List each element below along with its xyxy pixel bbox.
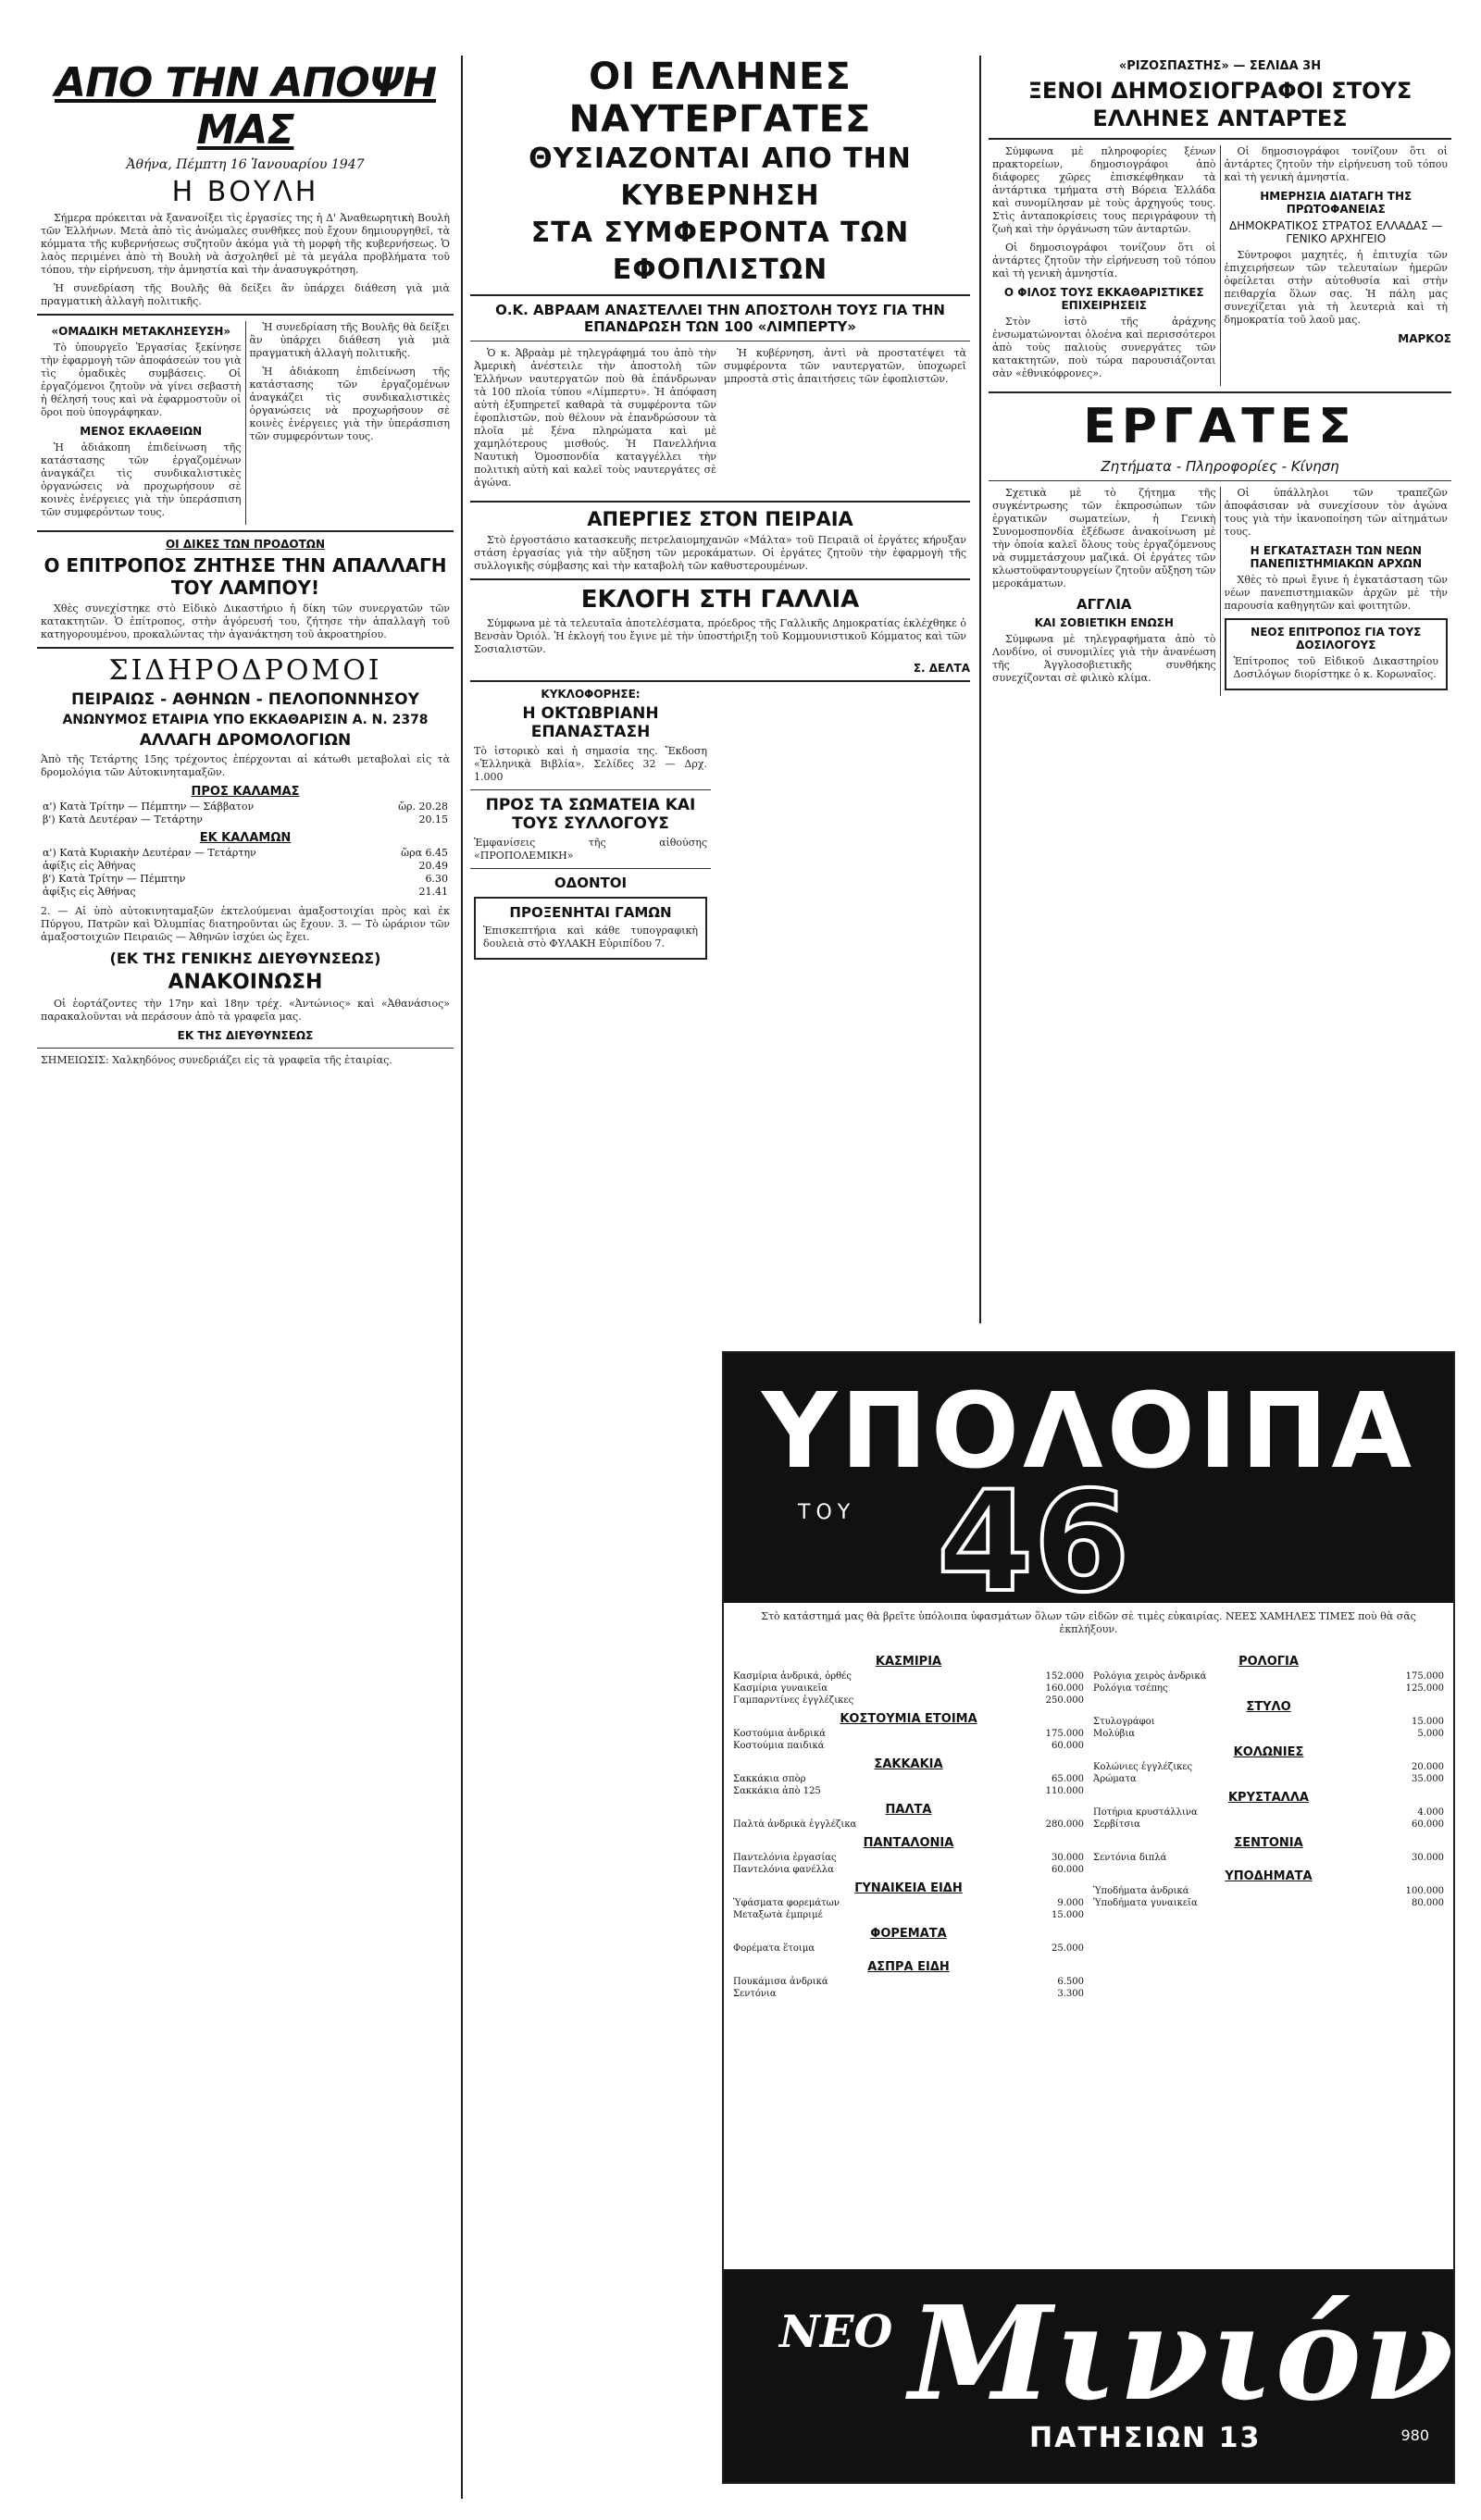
ad-price-row [1093,1682,1444,1694]
ad-category-heading: ΡΟΛΟΓΙΑ [1238,1655,1299,1669]
ad-price-row [733,1909,1084,1921]
ad-price-row [733,1682,1084,1694]
xenoi-text: Σύμφωνα μὲ πληροφορίες ξένων πρακτορείων, δημοσιογράφοι ἀπὸ διάφορες χῶρες ἐπισκέφθηκαν τὰ ἀντάρτικα τμήματα στὴ Βόρεια Ἑλλάδα καὶ συνομίλησαν μὲ τοὺς ἀρχηγούς τους. Στὶς ἀνταποκρίσεις τους περιγράφουν τὴ ζωὴ καὶ τὴν ὀργάνωση τῶν ἀνταρτῶν. [992,145,1216,235]
ad-item-price: 125.000 [1405,1683,1444,1694]
divider [470,789,711,790]
headline-subhead: Ο.Κ. ΑΒΡΑΑΜ ΑΝΑΣΤΕΛΛΕΙ ΤΗΝ ΑΠΟΣΤΟΛΗ ΤΟΥΣ ΓΙΑ ΤΗΝ ΕΠΑΝΔΡΩΣΗ ΤΩΝ 100 «ΛΙΜΠΕΡΤΥ» [495,302,945,335]
rail-row [43,847,448,859]
ad-price-row [733,1988,1084,2000]
lead-text: Ὁ κ. Ἀβραὰμ μὲ τηλεγράφημά του ἀπὸ τὴν Ἀμερικὴ ἀνέστειλε τὴν ἀποστολὴ τῶν Ἑλλήνων ναυτεργατῶν ποὺ θὰ ἐπάνδρωναν τὰ 100 πλοία τύπου «Λίμπερτυ». Ἡ ἀπόφαση αὐτὴ ἐξυπηρετεῖ καθαρὰ τὰ συμφέροντα τῶν ἐφοπλιστῶν, ποὺ θέλουν νὰ ἐπανδρώσουν τὰ πλοῖα μὲ ξένα πληρώματα καὶ μὲ χαμηλότερους μισθούς. Ἡ Πανελλήνια Ναυτικὴ Ὁμοσπονδία καταγγέλλει τὴν πολιτικὴ αὐτὴ καὶ καλεῖ τοὺς ναυτεργάτες σὲ ἀγώνα. [474,347,716,489]
ad-item-name: Κασμίρια γυναικεῖα [733,1683,828,1694]
oktovr-text: Τὸ ἱστορικὸ καὶ ἡ σημασία της. Ἔκδοση «Ἑλληνικὰ Βιβλία». Σελίδες 32 — Δρχ. 1.000 [474,745,707,783]
ad-item-price: 9.000 [1057,1898,1084,1908]
somateia-title: ΠΡΟΣ ΤΑ ΣΩΜΑΤΕΙΑ ΚΑΙ ΤΟΥΣ ΣΥΛΛΟΓΟΥΣ [485,796,696,833]
menos-text: Ἡ ἀδιάκοπη ἐπιδείνωση τῆς κατάστασης τῶν ἐργαζομένων ἀναγκάζει τὶς συνδικαλιστικὲς ὀργανώσεις νὰ προχωρήσουν σὲ κοινὲς ἐνέργειες γιὰ τὴν ὑπεράσπιση τῶν συμφερόντων τους. [41,441,242,518]
ad-prices [724,1644,1453,2005]
dateline: Ἀθήνα, Πέμπτη 16 Ἰανουαρίου 1947 [126,157,365,172]
advertisement [722,1351,1455,2484]
ad-category-heading: ΑΣΠΡΑ ΕΙΔΗ [867,1960,950,1974]
ad-price-row [1093,1885,1444,1897]
column-center [470,56,970,965]
xenoi-text-2: Οἱ δημοσιογράφοι τονίζουν ὅτι οἱ ἀντάρτες ζητοῦν τὴν εἰρήνευση τοῦ τόπου καὶ τὴ γενικὴ ἀμνηστία. [992,242,1216,279]
announcement-sign: ΕΚ ΤΗΣ ΔΙΕΥΘΥΝΣΕΩΣ [177,1029,314,1042]
somateia-text: Ἐμφανίσεις τῆς αἰθούσης «ΠΡΟΠΟΛΕΜΙΚΗ» [474,837,707,862]
ad-price-row [1093,1852,1444,1864]
ad-item-name: Ρολόγια τσέπης [1093,1683,1168,1694]
column-left [37,56,454,1073]
ad-footer [724,2269,1456,2482]
ergates-columns [989,487,1451,696]
ad-number: 46 [937,1462,1130,1623]
ad-item-name: Μολύβια [1093,1729,1136,1739]
ad-neo: ΝΕΟ [779,2306,893,2358]
egkat-text: Χθὲς τὸ πρωὶ ἔγινε ἡ ἐγκατάσταση τῶν νέων πανεπιστημιακῶν ἀρχῶν μὲ τὴν παρουσία καθηγητῶν καὶ φοιτητῶν. [1224,574,1448,612]
ad-item-name: Σακκάκια ἀπὸ 125 [733,1786,821,1796]
dikes-kicker: ΟΙ ΔΙΚΕΣ ΤΩΝ ΠΡΟΔΟΤΩΝ [165,538,326,551]
ad-price-row [1093,1897,1444,1909]
side-subtitle: ΔΗΜΟΚΡΑΤΙΚΟΣ ΣΤΡΑΤΟΣ ΕΛΛΑΔΑΣ — ΓΕΝΙΚΟ ΑΡΧΗΓΕΙΟ [1229,219,1443,245]
ad-price-row [733,1670,1084,1682]
agglia-subtitle: ΚΑΙ ΣΟΒΙΕΤΙΚΗ ΕΝΩΣΗ [1034,616,1174,629]
announcement-text: Οἱ ἑορτάζοντες τὴν 17ην καὶ 18ην τρέχ. «Ἀντώνιος» καὶ «Ἀθανάσιος» παρακαλοῦνται νὰ περάσουν ἀπὸ τὰ γραφεῖα μας. [41,998,450,1023]
ad-item-name: Κοστούμια ἀνδρικά [733,1729,826,1739]
headline-line-3: ΣΤΑ ΣΥΜΦΕΡΟΝΤΑ ΤΩΝ ΕΦΟΠΛΙΣΤΩΝ [530,217,910,286]
rail-subtitle: ΠΕΙΡΑΙΩΣ - ΑΘΗΝΩΝ - ΠΕΛΟΠΟΝΝΗΣΟΥ [71,690,419,709]
ad-price-row [733,1864,1084,1876]
ad-item-name: Ὑφάσματα φορεμάτων [733,1898,840,1908]
ad-item-name: Σεντόνια [733,1989,777,1999]
xenoi-text-cont: Οἱ δημοσιογράφοι τονίζουν ὅτι οἱ ἀντάρτες ζητοῦν τὴν εἰρήνευση τοῦ τόπου καὶ τὴ γενικὴ ἀμνηστία. [1224,145,1448,183]
ad-price-row [1093,1773,1444,1785]
gallia-sign: Σ. ΔΕΛΤΑ [913,662,970,675]
rail-row-time: 6.30 [425,873,448,885]
ad-item-name: Σεντόνια διπλά [1093,1853,1167,1863]
ad-item-price: 60.000 [1412,1819,1444,1830]
ad-item-name: Κασμίρια ἀνδρικά, ὀρθές [733,1671,852,1682]
peiraia-text: Στὸ ἐργοστάσιο κατασκευῆς πετρελαιομηχανῶν «Μάλτα» τοῦ Πειραιᾶ οἱ ἐργάτες κήρυξαν στάση ἐργασίας γιὰ τὴν αὔξηση τῶν μεροκάματων. Οἱ ἐργάτες ζητοῦν τὴν ἐφαρμογὴ τῆς συλλογικῆς σύμβασης καὶ τὴν καταβολὴ τῶν καθυστερουμένων. [474,534,966,572]
dikes-text: Χθὲς συνεχίστηκε στὸ Εἰδικὸ Δικαστήριο ἡ δίκη τῶν συνεργατῶν τῶν κατακτητῶν. Ὁ ἐπίτροπος, στὴν ἀγόρευσή του, ζήτησε τὴν ἀπαλλαγὴ τοῦ κατηγορουμένου, προκαλώντας τὴν ἀγανάκτηση τοῦ ἀκροατηρίου. [41,602,450,640]
ad-category-heading: ΣΑΚΚΑΚΙΑ [874,1757,943,1771]
ergates-text-2: Οἱ ὑπάλληλοι τῶν τραπεζῶν ἀποφάσισαν νὰ συνεχίσουν τὸν ἀγώνα τους γιὰ τὴν ἱκανοποίηση τῶν αἰτημάτων τους. [1224,487,1448,538]
ad-item-name: Μεταξωτὰ ἐμπριμέ [733,1910,823,1920]
ad-price-row [733,1785,1084,1797]
ad-category-heading: ΠΑΝΤΑΛΟΝΙΑ [863,1836,954,1850]
divider [37,530,454,532]
menos-title: ΜΕΝΟΣ ΕΚΛΑΘΕΙΩΝ [80,425,203,438]
ad-item-name: Σακκάκια σπὸρ [733,1774,806,1784]
divider [470,294,970,296]
rail-intro: Ἀπὸ τῆς Τετάρτης 15ης τρέχοντος ἐπέρχονται αἱ κάτωθι μεταβολαὶ εἰς τὰ δρομολόγια τῶν Αὐτοκινηταμαξῶν. [41,753,450,778]
ad-category-heading: ΚΡΥΣΤΑΛΛΑ [1227,1791,1309,1805]
ad-item-name: Γαμπαρντίνες ἐγγλέζικες [733,1695,854,1706]
ad-category-heading: ΠΑΛΤΑ [885,1803,932,1817]
ad-item-name: Στυλογράφοι [1093,1717,1155,1727]
ad-brand: Μινιόν [909,2278,1456,2430]
ad-category-heading: ΚΟΣΤΟΥΜΙΑ ΕΤΟΙΜΑ [840,1712,977,1726]
ad-item-price: 250.000 [1045,1695,1084,1706]
ad-item-name: Ὑποδήματα ἀνδρικά [1093,1886,1189,1896]
neos-title: ΝΕΟΣ ΕΠΙΤΡΟΠΟΣ ΓΙΑ ΤΟΥΣ ΔΟΣΙΛΟΓΟΥΣ [1251,626,1422,652]
ad-item-name: Ρολόγια χειρὸς ἀνδρικά [1093,1671,1207,1682]
ad-category-heading: ΚΑΣΜΙΡΙΑ [875,1655,942,1669]
rail-row-time: 20.49 [418,860,448,872]
neos-box [1225,618,1449,690]
ad-intro: Στὸ κατάστημά μας θὰ βρεῖτε ὑπόλοιπα ὑφασμάτων ὅλων τῶν εἰδῶν σὲ τιμὲς εὐκαιρίας. ΝΕΕΣ ΧΑΜΗΛΕΣ ΤΙΜΕΣ ποὺ θὰ σᾶς ἐκπλήξουν. [761,1610,1416,1635]
ergates-text: Σχετικὰ μὲ τὸ ζήτημα τῆς συγκέντρωσης τῶν ἐκπροσώπων τῶν ἐργατικῶν σωματείων, ἡ Γενικὴ Συνομοσπονδία ἐξέδωσε ἀνακοίνωση μὲ τὴν ὁποία καλεῖ ὅλους τοὺς ἐργαζόμενους νὰ συμμετάσχουν μαζικά. Οἱ ἐργάτες τῶν κλωστοϋφαντουργείων ζητοῦν αὔξηση τῶν μεροκάματων. [992,487,1216,590]
small-ads [470,688,711,960]
gallia-title: ΕΚΛΟΓΗ ΣΤΗ ΓΑΛΛΙΑ [580,586,860,614]
lead-columns [470,347,970,495]
rail-row [43,813,448,826]
ad-item-name: Φορέματα ἕτοιμα [733,1943,815,1954]
ad-item-price: 175.000 [1045,1729,1084,1739]
rail-company: ΑΝΩΝΥΜΟΣ ΕΤΑΙΡΙΑ ΥΠΟ ΕΚΚΑΘΑΡΙΣΙΝ Α. Ν. 2378 [62,713,429,727]
ad-price-row [1093,1819,1444,1831]
ad-item-price: 80.000 [1412,1898,1444,1908]
ad-item-price: 15.000 [1412,1717,1444,1727]
boule-title: Η ΒΟΥΛΗ [171,176,319,208]
omadikes-text-cont: Ἡ συνεδρίαση τῆς Βουλῆς θὰ δείξει ἂν ὑπάρχει διάθεση γιὰ μιὰ πραγματικὴ ἀλλαγὴ πολιτικῆς. [249,321,450,359]
ad-item-price: 175.000 [1405,1671,1444,1682]
column-right [989,56,1451,696]
ad-item-name: Ἀρώματα [1093,1774,1137,1784]
rail-row [43,873,448,885]
ad-category-heading: ΚΟΛΩΝΙΕΣ [1233,1745,1304,1759]
gallia-text: Σύμφωνα μὲ τὰ τελευταῖα ἀποτελέσματα, πρόεδρος τῆς Γαλλικῆς Δημοκρατίας ἐκλέχθηκε ὁ Βενσὰν Ὀριόλ. Ἡ ἐκλογή του ἔγινε μὲ τὴν ὑποστήριξη τοῦ Κομμουνιστικοῦ Κόμματος καὶ τῶν Σοσιαλιστῶν. [474,617,966,655]
ad-category-heading: ΣΕΝΤΟΝΙΑ [1234,1836,1303,1850]
ad-item-name: Κοστούμια παιδικά [733,1741,825,1751]
rail-row-label: β') Κατὰ Τρίτην — Πέμπτην [43,873,186,885]
ad-item-name: Παντελόνια φανέλλα [733,1865,834,1875]
divider [989,391,1451,393]
ad-price-row [1093,1716,1444,1728]
gamoi-title: ΠΡΟΞΕΝΗΤΑΙ ΓΑΜΩΝ [509,904,672,921]
ad-item-price: 30.000 [1052,1853,1084,1863]
ad-item-name: Παντελόνια ἐργασίας [733,1853,837,1863]
ek-kalamon-heading: ΕΚ ΚΑΛΑΜΩΝ [199,831,292,845]
ad-item-price: 160.000 [1045,1683,1084,1694]
pyloi-title: Ο ΦΙΛΟΣ ΤΟΥΣ ΕΚΚΑΘΑΡΙΣΤΙΚΕΣ ΕΠΙΧΕΙΡΗΣΕΙΣ [1003,286,1204,312]
agglia-text: Σύμφωνα μὲ τηλεγραφήματα ἀπὸ τὸ Λονδίνο, οἱ συνομιλίες γιὰ τὴν ἀνανέωση τῆς Ἀγγλοσοβιετικῆς συνθήκης συνεχίζονται σὲ φιλικὸ κλίμα. [992,633,1216,684]
ad-item-price: 152.000 [1045,1671,1084,1682]
ad-item-name: Σερβίτσια [1093,1819,1140,1830]
divider [989,138,1451,140]
ad-price-row [733,1976,1084,1988]
ad-item-name: Παλτὰ ἀνδρικὰ ἐγγλέζικα [733,1819,857,1830]
ad-item-price: 3.300 [1057,1989,1084,1999]
ad-item-price: 30.000 [1412,1853,1444,1863]
ad-item-price: 4.000 [1417,1807,1444,1818]
column-rule [979,56,981,1323]
divider [37,1048,454,1049]
ad-item-price: 20.000 [1412,1762,1444,1772]
ad-item-price: 35.000 [1412,1774,1444,1784]
ad-price-row [733,1740,1084,1752]
announcement-title: ΑΝΑΚΟΙΝΩΣΗ [168,971,323,994]
ad-tou: ΤΟΥ [798,1501,856,1524]
ad-price-row [1093,1761,1444,1773]
ad-category-heading: ΣΤΥΛΟ [1246,1700,1291,1714]
egkat-title: Η ΕΓΚΑΤΑΣΤΑΣΗ ΤΩΝ ΝΕΩΝ ΠΑΝΕΠΙΣΤΗΜΙΑΚΩΝ ΑΡΧΩΝ [1250,544,1422,570]
headline-line-2: ΘΥΣΙΑΖΟΝΤΑΙ ΑΠΟ ΤΗΝ ΚΥΒΕΡΝΗΣΗ [529,143,912,212]
rail-row-time: 21.41 [418,886,448,898]
ad-price-row [733,1728,1084,1740]
ad-price-row [733,1943,1084,1955]
rail-row-time: 20.15 [418,813,448,826]
menos-text-cont: Ἡ ἀδιάκοπη ἐπιδείνωση τῆς κατάστασης τῶν ἐργαζομένων ἀναγκάζει τὶς συνδικαλιστικὲς ὀργανώσεις νὰ προχωρήσουν σὲ κοινὲς ἐνέργειες γιὰ τὴν ὑπεράσπιση τῶν συμφερόντων τους. [249,366,450,442]
lead-text-2: Ἡ κυβέρνηση, ἀντὶ νὰ προστατέψει τὰ συμφέροντα τῶν ναυτεργατῶν, ὑποχωρεῖ μπροστὰ στὶς ἀπαιτήσεις τῶν ἐφοπλιστῶν. [724,347,966,385]
ad-price-row [1093,1728,1444,1740]
ad-title: ΥΠΟΛΟΙΠΑ [761,1372,1416,1492]
rail-row-time: ὥρ. 20.28 [398,801,448,813]
ergates-title: ΕΡΓΑΤΕΣ [1083,399,1357,454]
ad-item-price: 280.000 [1045,1819,1084,1830]
rail-row-label: α') Κατὰ Τρίτην — Πέμπτην — Σάββατον [43,801,255,813]
ad-item-price: 65.000 [1052,1774,1084,1784]
rail-row [43,801,448,813]
divider [470,578,970,580]
ad-item-price: 100.000 [1405,1886,1444,1896]
divider [470,868,711,869]
ad-item-price: 60.000 [1052,1865,1084,1875]
ad-price-row [733,1773,1084,1785]
divider [470,501,970,503]
rail-footer: (ΕΚ ΤΗΣ ΓΕΝΙΚΗΣ ΔΙΕΥΘΥΝΣΕΩΣ) [109,950,381,967]
rail-row [43,860,448,872]
rail-title: ΣΙΔΗΡΟΔΡΟΜΟΙ [108,654,382,687]
rail-row-time: ὥρα 6.45 [401,847,448,859]
headline-line-1: ΟΙ ΕΛΛΗΝΕΣ ΝΑΥΤΕΡΓΑΤΕΣ [568,56,872,141]
divider [470,680,970,682]
ad-category-heading: ΓΥΝΑΙΚΕΙΑ ΕΙΔΗ [854,1881,963,1895]
pyloi-text: Στὸν ἱστὸ τῆς ἀράχνης ἐνσωματώνονται ὁλοένα καὶ περισσότεροι ἀπὸ τοὺς παλιοὺς συνεργάτες τῶν κατακτητῶν, ποὺ τώρα παρουσιάζονται σὰν «ἐθνικόφρονες». [992,316,1216,379]
boule-text-2: Ἡ συνεδρίαση τῆς Βουλῆς θὰ δείξει ἂν ὑπάρχει διάθεση γιὰ μιὰ πραγματικὴ ἀλλαγὴ πολιτικῆς. [41,282,450,307]
ad-item-name: Πουκάμισα ἀνδρικά [733,1977,828,1987]
gamoi-box [474,897,707,960]
ad-item-price: 25.000 [1052,1943,1084,1954]
two-col-block [37,321,454,525]
ad-category-heading: ΥΠΟΔΗΜΑΤΑ [1225,1869,1313,1883]
omadikes-title: «ΟΜΑΔΙΚΗ ΜΕΤΑΚΛΗΣΕΥΣΗ» [51,325,231,338]
boule-text: Σήμερα πρόκειται νὰ ξανανοίξει τὶς ἐργασίες της ἡ Δ' Ἀναθεωρητικὴ Βουλὴ τῶν Ἑλλήνων. Μετὰ ἀπὸ τὶς ἀνώμαλες συνθῆκες ποὺ ἔχουν δημιουργηθεῖ, τὰ κόμματα τῆς κυβερνήσεως συζητοῦν ἀκόμα γιὰ τὴ μορφὴ τῆς κυβερνήσεως. Ὁ λαὸς περιμένει ἀπὸ τὴ Βουλὴ νὰ ἀσχοληθεῖ μὲ τὰ μεγάλα προβλήματα τοῦ τόπου, τὴν εἰρήνευση, τὴν ἀμνηστία καὶ τὴν ἀνασυγκρότηση. [41,212,450,276]
divider [37,647,454,649]
divider [989,480,1451,481]
ad-price-row [733,1694,1084,1707]
ad-item-price: 6.500 [1057,1977,1084,1987]
to-kalamas-heading: ΠΡΟΣ ΚΑΛΑΜΑΣ [191,785,300,799]
column-rule [461,56,463,2499]
xenoi-columns [989,145,1451,386]
odontoi-title: ΟΔΟΝΤΟΙ [554,875,628,891]
oktovr-title: Η ΟΚΤΩΒΡΙΑΝΗ ΕΠΑΝΑΣΤΑΣΗ [522,704,659,741]
ad-item-price: 110.000 [1045,1786,1084,1796]
dikes-title: Ο ΕΠΙΤΡΟΠΟΣ ΖΗΤΗΣΕ ΤΗΝ ΑΠΑΛΛΑΓΗ ΤΟΥ ΛΑΜΠΟΥ! [44,554,447,599]
ad-item-name: Ποτήρια κρυστάλλινα [1093,1807,1198,1818]
rail-row-label: ἀφίξις εἰς Ἀθήνας [43,886,136,898]
divider [37,314,454,316]
omadikes-text: Τὸ ὑπουργεῖο Ἐργασίας ξεκίνησε τὴν ἐφαρμογὴ τῶν ἀποφάσεών του γιὰ τὶς ὁμαδικὲς συμβάσεις. Οἱ ἐργαζόμενοι ζητοῦν νὰ γίνει σεβαστὴ ἡ θέλησή τους καὶ νὰ ἐφαρμοστοῦν οἱ ὅροι ποὺ ὑπογράφηκαν. [41,341,242,418]
ad-price-row [733,1852,1084,1864]
ad-price-row [1093,1670,1444,1682]
ergates-subtitle: Ζητήματα - Πληροφορίες - Κίνηση [1101,458,1339,475]
ad-item-price: 5.000 [1417,1729,1444,1739]
gamoi-text: Ἐπισκεπτήρια καὶ κάθε τυπογραφικὴ δουλειὰ στὸ ΦΥΛΑΚΗ Εὐριπίδου 7. [483,925,698,950]
ad-item-price: 60.000 [1052,1741,1084,1751]
rail-notes: 2. — Αἱ ὑπὸ αὐτοκινηταμαξῶν ἐκτελούμεναι ἀμαξοστοιχίαι πρὸς καὶ ἐκ Πύργου, Πατρῶν καὶ Ὀλυμπίας διατηροῦνται ὡς ἔχουν. 3. — Τὸ ὡράριον τῶν ἀμαξοστοιχιῶν Πειραιῶς — Ἀθηνῶν ἰσχύει ὡς ἔχει. [41,905,450,943]
ad-code: 980 [1400,2427,1429,2444]
agglia-title: ΑΓΓΛΙΑ [1076,596,1132,613]
masthead-title: ΑΠΟ ΤΗΝ ΑΠΟΨΗ ΜΑΣ [54,59,437,154]
ad-price-row [733,1897,1084,1909]
peiraia-title: ΑΠΕΡΓΙΕΣ ΣΤΟΝ ΠΕΙΡΑΙΑ [587,508,853,530]
ad-item-name: Κολώνιες ἐγγλέζικες [1093,1762,1193,1772]
rail-row-label: α') Κατὰ Κυριακὴν Δευτέραν — Τετάρτην [43,847,256,859]
rail-row [43,886,448,898]
rail-row-label: β') Κατὰ Δευτέραν — Τετάρτην [43,813,203,826]
neos-text: Ἐπίτροπος τοῦ Εἰδικοῦ Δικαστηρίου Δοσιλόγων διορίστηκε ὁ κ. Κορωναῖος. [1233,655,1438,680]
ad-prices-left [733,1649,1084,2000]
ad-price-row [733,1819,1084,1831]
ad-category-heading: ΦΟΡΕΜΑΤΑ [870,1927,947,1941]
note-text: ΣΗΜΕΙΩΣΙΣ: Χαλκηδόνος συνεδριάζει εἰς τὰ γραφεῖα τῆς ἑταιρίας. [41,1054,392,1066]
ad-price-row [1093,1806,1444,1819]
ad-item-price: 15.000 [1052,1910,1084,1920]
side-title: ΗΜΕΡΗΣΙΑ ΔΙΑΤΑΓΗ ΤΗΣ ΠΡΩΤΟΦΑΝΕΙΑΣ [1260,190,1413,216]
kykl-title: ΚΥΚΛΟΦΟΡΗΣΕ: [541,688,641,701]
rail-row-label: ἀφίξις εἰς Ἀθήνας [43,860,136,872]
ad-item-name: Ὑποδήματα γυναικεῖα [1093,1898,1198,1908]
xenoi-title: ΞΕΝΟΙ ΔΗΜΟΣΙΟΓΡΑΦΟΙ ΣΤΟΥΣ ΕΛΛΗΝΕΣ ΑΝΤΑΡΤΕΣ [1027,78,1413,131]
ad-address: ΠΑΤΗΣΙΩΝ 13 [1029,2422,1262,2454]
rail-change: ΑΛΛΑΓΗ ΔΡΟΜΟΛΟΓΙΩΝ [139,731,352,750]
side-sign: ΜΑΡΚΟΣ [1398,332,1451,345]
page-marker: «ΡΙΖΟΣΠΑΣΤΗΣ» — ΣΕΛΙΔΑ 3Η [1118,59,1322,73]
ad-prices-right [1093,1649,1444,2000]
side-text: Σύντροφοι μαχητές, ἡ ἐπιτυχία τῶν ἐπιχειρήσεων τῶν τελευταίων ἡμερῶν ὀφείλεται στὴν αὐτοθυσία καὶ στὴν πειθαρχία ὅλων σας. Ἡ πάλη μας συνεχίζεται γιὰ τὴ λευτεριὰ καὶ τὴ δημοκρατία τοῦ λαοῦ μας. [1224,249,1448,326]
